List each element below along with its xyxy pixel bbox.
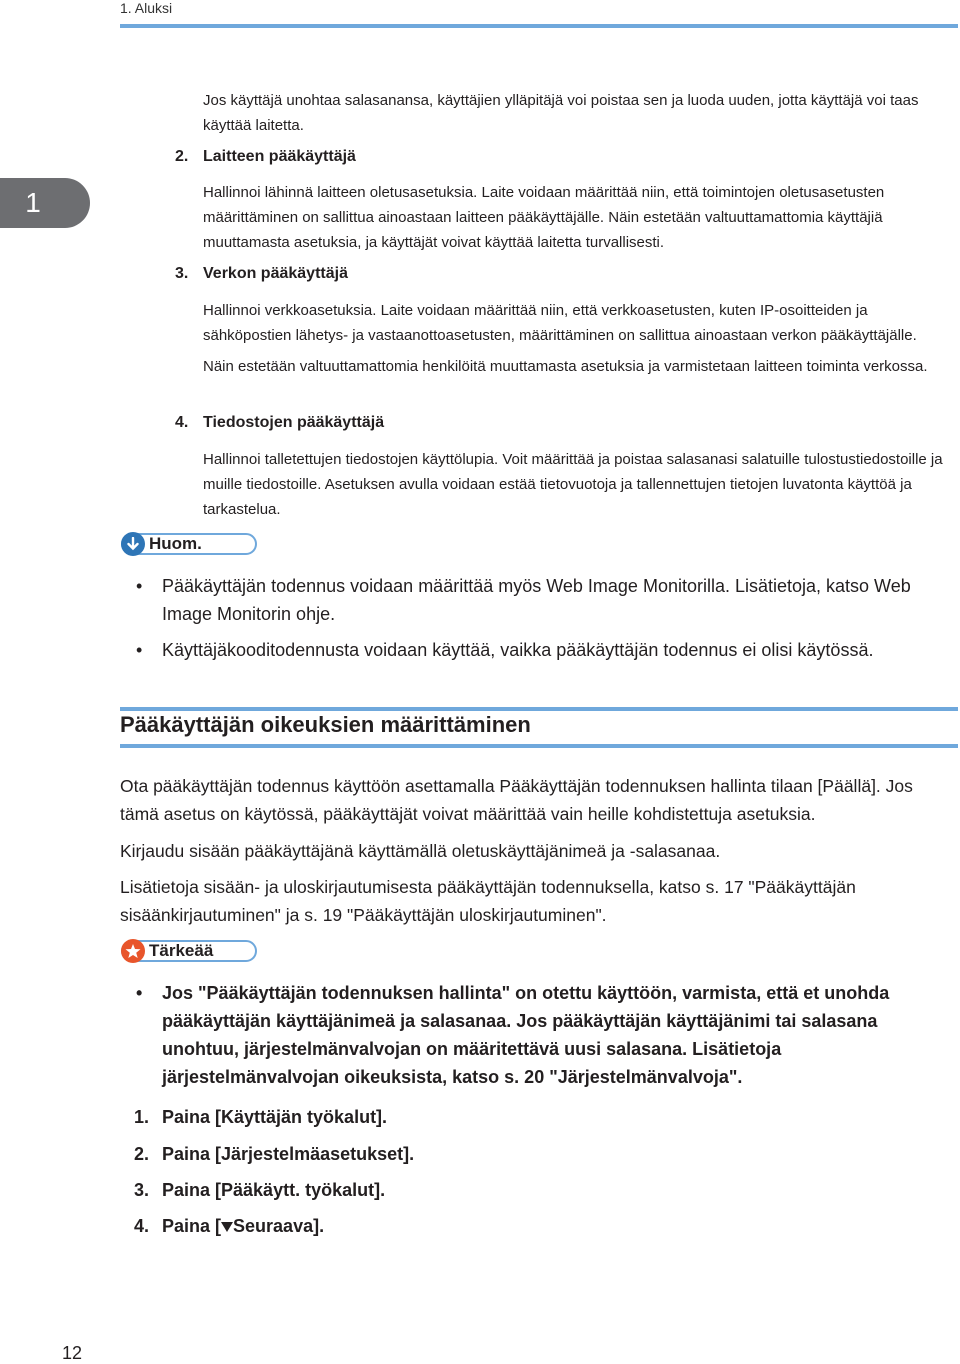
step-text: Paina [Pääkäytt. työkalut]. — [162, 1180, 386, 1200]
item-title: Laitteen pääkäyttäjä — [203, 148, 356, 165]
note-badge — [121, 533, 257, 555]
chapter-tab: 1 — [0, 178, 90, 228]
step-item — [134, 1144, 414, 1165]
step-text-after: Seuraava]. — [233, 1216, 325, 1236]
step-text: Paina [Järjestelmäasetukset]. — [162, 1144, 415, 1164]
step-number: 4. — [134, 1216, 150, 1236]
triangle-down-icon — [221, 1216, 233, 1237]
admin-item-heading — [175, 414, 384, 432]
admin-item-heading — [175, 148, 356, 166]
header-rule — [120, 24, 958, 28]
bullet-icon: • — [136, 640, 143, 660]
item-paragraph: Hallinnoi verkkoasetuksia. Laite voidaan määrittää niin, että verkkoasetusten, kuten IP-osoitteiden ja sähköpostien lähetys- ja vastaanottoasetusten, määrittäminen on sallittua ainoastaan verkon pääkäyttäjälle. — [203, 302, 917, 344]
star-icon — [121, 939, 145, 963]
bullet-icon: • — [136, 576, 143, 596]
chapter-header: 1. Aluksi — [120, 0, 173, 16]
item-number: 4. — [175, 414, 189, 431]
section-rule-top — [120, 707, 958, 711]
admin-item-heading — [175, 265, 348, 283]
step-item — [134, 1180, 385, 1201]
note-label: Huom. — [149, 534, 202, 553]
section-title: Pääkäyttäjän oikeuksien määrittäminen — [120, 712, 531, 737]
down-arrow-icon — [121, 532, 145, 556]
item-paragraph: Hallinnoi lähinnä laitteen oletusasetuksia. Laite voidaan määrittää niin, että toimintojen oletusasetusten määrittäminen on sallittua ainoastaan laitteen pääkäyttäjälle. Näin estetään valtuuttamattomia käyttäjiä muuttamasta asetuksia, ja käyttäjät voivat käyttää laitetta turvallisesti. — [203, 184, 885, 251]
step-item — [134, 1216, 324, 1237]
step-number: 2. — [134, 1144, 150, 1164]
body-paragraph: Ota pääkäyttäjän todennus käyttöön asettamalla Pääkäyttäjän todennuksen hallinta tilaan [Päällä]. Jos tämä asetus on käytössä, pääkäyttäjät voivat määrittää vain heille kohdistettuja asetuksia. — [120, 776, 913, 824]
item-number: 3. — [175, 265, 189, 282]
step-number: 1. — [134, 1107, 150, 1127]
list-item: • Pääkäyttäjän todennus voidaan määrittää myös Web Image Monitorilla. Lisätietoja, katso Web Image Monitorin ohje. — [136, 572, 946, 628]
item-title: Tiedostojen pääkäyttäjä — [203, 414, 385, 431]
page-number: 12 — [62, 1343, 83, 1363]
body-paragraph: Kirjaudu sisään pääkäyttäjänä käyttämällä oletuskäyttäjänimeä ja -salasanaa. — [120, 841, 721, 861]
item-paragraph: Näin estetään valtuuttamattomia henkilöitä muuttamasta asetuksia ja varmistetaan laitteen toiminta verkossa. — [203, 358, 928, 375]
item-paragraph: Hallinnoi talletettujen tiedostojen käyttölupia. Voit määrittää ja poistaa salasanasi salatuille tulostustiedostoille ja muille tiedostoille. Asetuksen avulla voidaan estää tietovuotoja ja tallennettujen tietojen luvatonta käyttöä ja tarkastelua. — [203, 451, 943, 518]
important-badge — [121, 940, 257, 962]
step-number: 3. — [134, 1180, 150, 1200]
item-number: 2. — [175, 148, 189, 165]
bullet-icon: • — [136, 983, 143, 1003]
step-item — [134, 1107, 387, 1128]
intro-paragraph: Jos käyttäjä unohtaa salasanansa, käyttäjien ylläpitäjä voi poistaa sen ja luoda uuden, jotta käyttäjä voi taas käyttää laitetta. — [203, 92, 919, 134]
list-item: • Jos "Pääkäyttäjän todennuksen hallinta" on otettu käyttöön, varmista, että et unohda pääkäyttäjän käyttäjänimeä ja salasanaa. Jos pääkäyttäjän käyttäjänimi tai salasana unohtuu, järjestelmänvalvojan on määritettävä uusi salasana. Lisätietoja järjestelmänvalvojan oikeuksista, katso s. 20 "Järjestelmänvalvoja". — [136, 979, 946, 1091]
list-item: • Käyttäjäkooditodennusta voidaan käyttää, vaikka pääkäyttäjän todennus ei olisi käytössä. — [136, 636, 946, 664]
important-label: Tärkeää — [149, 941, 214, 960]
step-text: Paina [Käyttäjän työkalut]. — [162, 1107, 388, 1127]
section-rule-bottom — [120, 744, 958, 748]
step-text-before: Paina [ — [162, 1216, 222, 1236]
body-paragraph: Lisätietoja sisään- ja uloskirjautumisesta pääkäyttäjän todennuksella, katso s. 17 "Pääkäyttäjän sisäänkirjautuminen" ja s. 19 "Pääkäyttäjän uloskirjautuminen". — [120, 877, 856, 925]
item-title: Verkon pääkäyttäjä — [203, 265, 348, 282]
